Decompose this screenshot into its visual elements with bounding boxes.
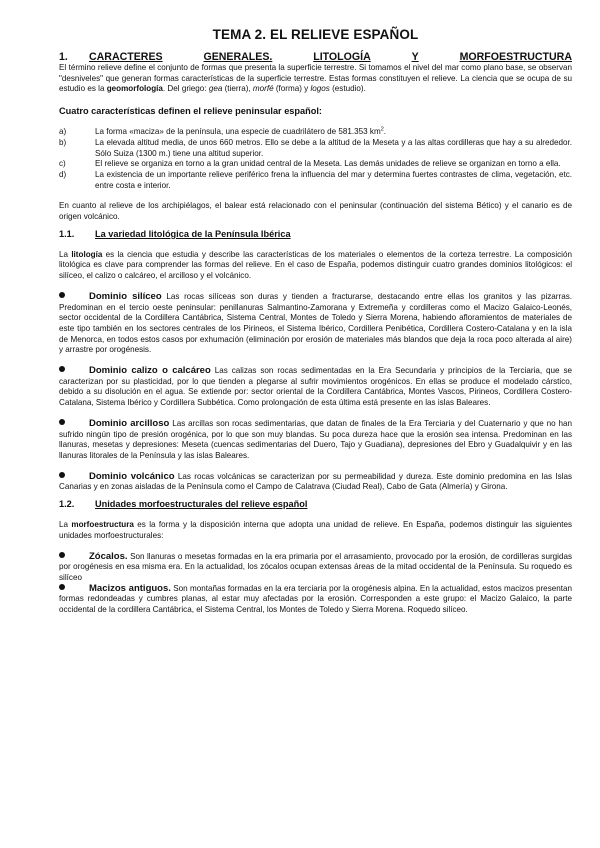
domain-paragraph (59, 472, 572, 493)
intro-term: logos (310, 84, 330, 94)
domain-heading: Dominio calizo o calcáreo (89, 365, 211, 377)
characteristic-letter: d) (59, 169, 67, 179)
section-1-number: 1. (59, 51, 68, 63)
bullet-icon (59, 366, 65, 372)
intro-text: (estudio). (329, 84, 366, 94)
section-1-title (89, 51, 572, 63)
characteristic-item (59, 138, 572, 159)
characteristic-text: La existencia de un importante relieve periférico frena la influencia del mar y determina fuertes contrastes de clima, vegetación, etc. entre costa e interior. (95, 169, 572, 190)
characteristic-letter: a) (59, 127, 67, 137)
litologia-bold-term: litología (71, 249, 103, 259)
characteristic-text: El relieve se organiza en torno a la gran unidad central de la Meseta. Las demás unidades de relieve se organizan en torno a ella. (95, 159, 561, 169)
bullet-icon (59, 292, 65, 298)
section-1-word: GENERALES. (203, 51, 273, 63)
subsection-title: Unidades morfoestructurales del relieve español (95, 499, 308, 510)
characteristic-item (59, 127, 572, 138)
characteristic-text: La elevada altitud media, de unos 660 metros. Ello se debe a la altitud de la Meseta y a las altas cordilleras que hay a su alrededor. Sólo Suiza (1300 m.) tiene una altitud superior. (95, 137, 572, 158)
intro-text: (forma) y (273, 84, 311, 94)
characteristic-body: La forma «maciza» de la península, una especie de cuadrilátero de 581.353 km (95, 127, 381, 137)
subsection-1-2-heading (59, 498, 572, 510)
characteristic-item (59, 170, 572, 191)
characteristic-letter: b) (59, 137, 67, 147)
characteristic-text (95, 127, 572, 138)
bullet-icon (59, 419, 65, 425)
section-1-heading (59, 51, 572, 63)
unit-paragraph (59, 552, 572, 584)
domain-paragraph (59, 366, 572, 409)
characteristics-heading: Cuatro características definen el relieve peninsular español: (59, 106, 322, 117)
bullet-icon (59, 472, 65, 478)
page-title: TEMA 2. EL RELIEVE ESPAÑOL (212, 27, 419, 42)
archipelagos-paragraph: En cuanto al relieve de los archipiélagos, el balear está relacionado con el peninsular (continuación del sistema Bético) y el canario es de origen volcánico. (59, 201, 572, 222)
intro-text: (tierra), (222, 84, 253, 94)
intro-text: El término relieve define el conjunto de formas que presenta la superficie terrestre. Si tomamos el nivel del mar como plano base, se observan "desniveles" que generan formas características de la superficie terrestre. Estas formas constituyen el relieve. La ciencia que se ocupa de su estudio es la (59, 63, 572, 94)
domain-text: Las calizas son rocas sedimentadas en la Era Secundaria y principios de la Terciaria, que se caracterizan por su plasticidad, por lo que tienden a plegarse al sufrir movimientos orogénicos. En ellas se produce el modelado cárstico, debido a su disolución en el agua. Se extiende por: sector oriental de la Cordillera Cantábrica, Montes Vascos, Pirineos, Cordillera Costero-Catalana, Sistema Ibérico y Cordillera Subbética. Como prolongación de esta última está presente en las islas Baleares. (59, 366, 573, 408)
section-1-word: Y (411, 51, 419, 63)
unit-text: Son llanuras o mesetas formadas en la era primaria por el arrasamiento, provocado por la erosión, de cordilleras surgidas por orogénesis en esa misma era. En la actualidad, los zócalos ocupan extensas áreas de la mitad occidental de la Península. Su roquedo es silíceo (59, 551, 572, 582)
domain-heading: Dominio arcilloso (89, 417, 170, 429)
litologia-text: La (59, 249, 72, 259)
characteristic-item (59, 159, 572, 170)
intro-term: morfé (252, 84, 274, 94)
domain-text: Las arcillas son rocas sedimentarias, que datan de finales de la Era Terciaria y del Cuaternario y que no han sufrido ningún tipo de presión orogénica, por lo que son muy blandas. Su poca dureza hace que la erosión sea intensa. Predominan en las llanuras, mesetas y depresiones: Meseta (cuencas sedimentarias del Duero, Tajo y Guadiana), depresiones del Ebro y Guadalquivir y en las llanuras litorales de la Península y las islas Baleares. (59, 418, 572, 460)
domain-paragraph (59, 292, 572, 356)
section-1-word: CARACTERES (89, 51, 163, 63)
litologia-paragraph (59, 250, 572, 282)
characteristic-tail: . (383, 127, 387, 137)
subsection-1-1-heading (59, 228, 572, 240)
morfo-text: es la forma y la disposición interna que adopta una unidad de relieve. En España, podemos distinguir las siguientes unidades morfoestructurales: (59, 520, 572, 540)
bullet-icon (59, 584, 65, 590)
section-1-word: MORFOESTRUCTURA (459, 51, 572, 63)
domain-text: Las rocas silíceas son duras y tienden a fracturarse, destacando entre ellas los granitos y las pizarras. Predominan en el tercio oeste peninsular: penillanuras Salmantino-Zamorana y Extremeña y cordilleras como el Macizo Galaico-Leonés, sector occidental de la Cordillera Cantábrica, Sistema Central, Montes de Toledo y Sierra Morena, habiendo afloramientos de materiales de este tipo también en los sectores centrales de los Pirineos, el Sistema Ibérico, Cordillera Penibética, Cordillera Costero-Catalana y en la isla de Menorca, en todos estos casos por exhumación (eliminación por erosión de materiales más blandos que deja la roca poco alterada al aire) y arrastre por orogénesis. (59, 291, 572, 355)
unit-heading: Zócalos. (89, 550, 128, 562)
domain-paragraph (59, 419, 572, 462)
intro-text: . Del griego: (162, 84, 209, 94)
unit-text: Son montañas formadas en la era terciaria por la orogénesis alpina. En la actualidad, estos macizos presentan formas redondeadas y cumbres planas, al estar muy afectadas por la erosión. Corresponden a este grupo: el Macizo Galaico, la parte occidental de la cordillera Cantábrica, el Sistema Central, los Montes de Toledo y Sierra Morena. Roquedo silíceo. (59, 583, 572, 615)
morfo-bold-term: morfoestructura (71, 520, 134, 530)
bullet-icon (59, 552, 65, 558)
subsection-number: 1.1. (59, 228, 75, 239)
litologia-text: es la ciencia que estudia y describe las características de los materiales o elementos de la corteza terrestre. La composición litológica es clave para comprender las formas del relieve. En el caso de España, podemos distinguir cuatro grandes dominios litológicos: el silíceo, el calizo o calcáreo, el arcilloso y el volcánico. (59, 249, 572, 281)
superscript: 2 (380, 126, 384, 133)
unit-heading: Macizos antiguos. (89, 582, 171, 594)
characteristic-letter: c) (59, 159, 66, 169)
intro-bold-term: geomorfología (106, 84, 163, 94)
section-1-word: LITOLOGÍA (313, 51, 371, 63)
morfo-paragraph (59, 520, 572, 541)
subsection-title: La variedad litológica de la Península Ibérica (95, 228, 291, 239)
unit-paragraph (59, 584, 572, 616)
domain-heading: Dominio silíceo (89, 290, 162, 302)
intro-paragraph (59, 63, 572, 95)
morfo-text: La (59, 520, 72, 530)
domain-heading: Dominio volcánico (89, 470, 175, 482)
intro-term: gea (208, 84, 223, 94)
subsection-number: 1.2. (59, 499, 75, 510)
domain-text: Las rocas volcánicas se caracterizan por su permeabilidad y dureza. Este dominio predomina en las Islas Canarias y en zonas aisladas de la Península como el Campo de Calatrava (Ciudad Real), Cabo de Gata (Almería) y Girona. (59, 471, 572, 492)
